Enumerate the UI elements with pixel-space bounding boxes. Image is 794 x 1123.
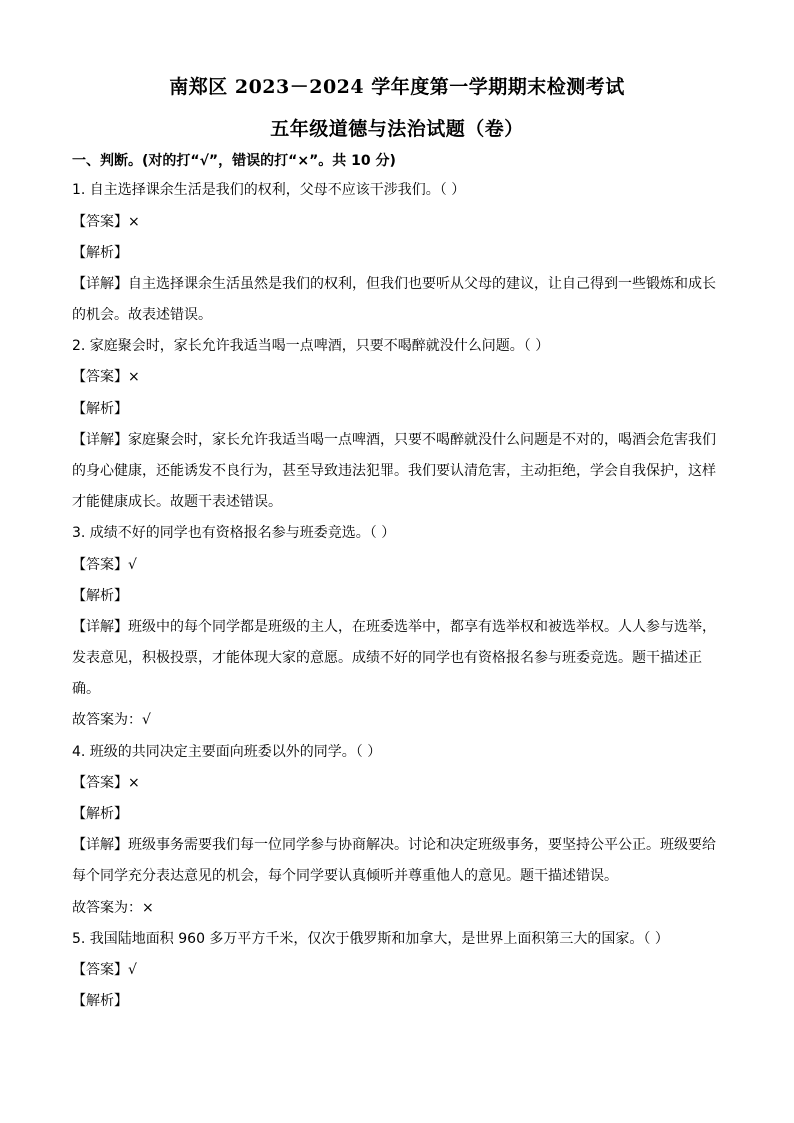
question-2: 2. 家庭聚会时，家长允许我适当喝一点啤酒，只要不喝醉就没什么问题。（ ） <box>72 338 550 354</box>
detail-1-line-2: 的机会。故表述错误。 <box>72 307 212 323</box>
final-answer-3: 故答案为：√ <box>72 712 151 728</box>
analysis-5: 【解析】 <box>72 993 128 1009</box>
answer-5: 【答案】√ <box>72 962 137 978</box>
answer-3: 【答案】√ <box>72 557 137 573</box>
analysis-4: 【解析】 <box>72 806 128 822</box>
detail-1-line-1: 【详解】自主选择课余生活虽然是我们的权利，但我们也要听从父母的建议，让自己得到一些锻炼和成长 <box>72 276 716 292</box>
question-4: 4. 班级的共同决定主要面向班委以外的同学。（ ） <box>72 744 382 760</box>
answer-4: 【答案】× <box>72 775 140 791</box>
section-heading: 一、判断。(对的打“√”，错误的打“×”。共 10 分) <box>72 153 396 169</box>
analysis-3: 【解析】 <box>72 588 128 604</box>
final-answer-4: 故答案为：× <box>72 900 154 916</box>
detail-3-line-3: 确。 <box>72 681 100 697</box>
detail-2-line-1: 【详解】家庭聚会时，家长允许我适当喝一点啤酒，只要不喝醉就没什么问题是不对的，喝酒会危害我们 <box>72 432 716 448</box>
exam-title: 南郑区 2023－2024 学年度第一学期期末检测考试 <box>169 76 625 98</box>
exam-subtitle: 五年级道德与法治试题（卷） <box>270 118 524 140</box>
detail-2-line-2: 的身心健康，还能诱发不良行为，甚至导致违法犯罪。我们要认清危害，主动拒绝，学会自我保护，这样 <box>72 463 716 479</box>
detail-3-line-1: 【详解】班级中的每个同学都是班级的主人，在班委选举中，都享有选举权和被选举权。人人参与选举， <box>72 619 716 635</box>
detail-2-line-3: 才能健康成长。故题干表述错误。 <box>72 494 282 510</box>
detail-3-line-2: 发表意见，积极投票，才能体现大家的意愿。成绩不好的同学也有资格报名参与班委竞选。题干描述正 <box>72 650 702 666</box>
analysis-2: 【解析】 <box>72 401 128 417</box>
analysis-1: 【解析】 <box>72 245 128 261</box>
answer-1: 【答案】× <box>72 214 140 230</box>
detail-4-line-2: 每个同学充分表达意见的机会，每个同学要认真倾听并尊重他人的意见。题干描述错误。 <box>72 868 618 884</box>
answer-2: 【答案】× <box>72 369 140 385</box>
detail-4-line-1: 【详解】班级事务需要我们每一位同学参与协商解决。讨论和决定班级事务，要坚持公平公正。班级要给 <box>72 837 716 853</box>
question-5: 5. 我国陆地面积 960 多万平方千米，仅次于俄罗斯和加拿大，是世界上面积第三大的国家。（ ） <box>72 931 669 947</box>
question-3: 3. 成绩不好的同学也有资格报名参与班委竞选。（ ） <box>72 525 396 541</box>
question-1: 1. 自主选择课余生活是我们的权利，父母不应该干涉我们。（ ） <box>72 182 466 198</box>
